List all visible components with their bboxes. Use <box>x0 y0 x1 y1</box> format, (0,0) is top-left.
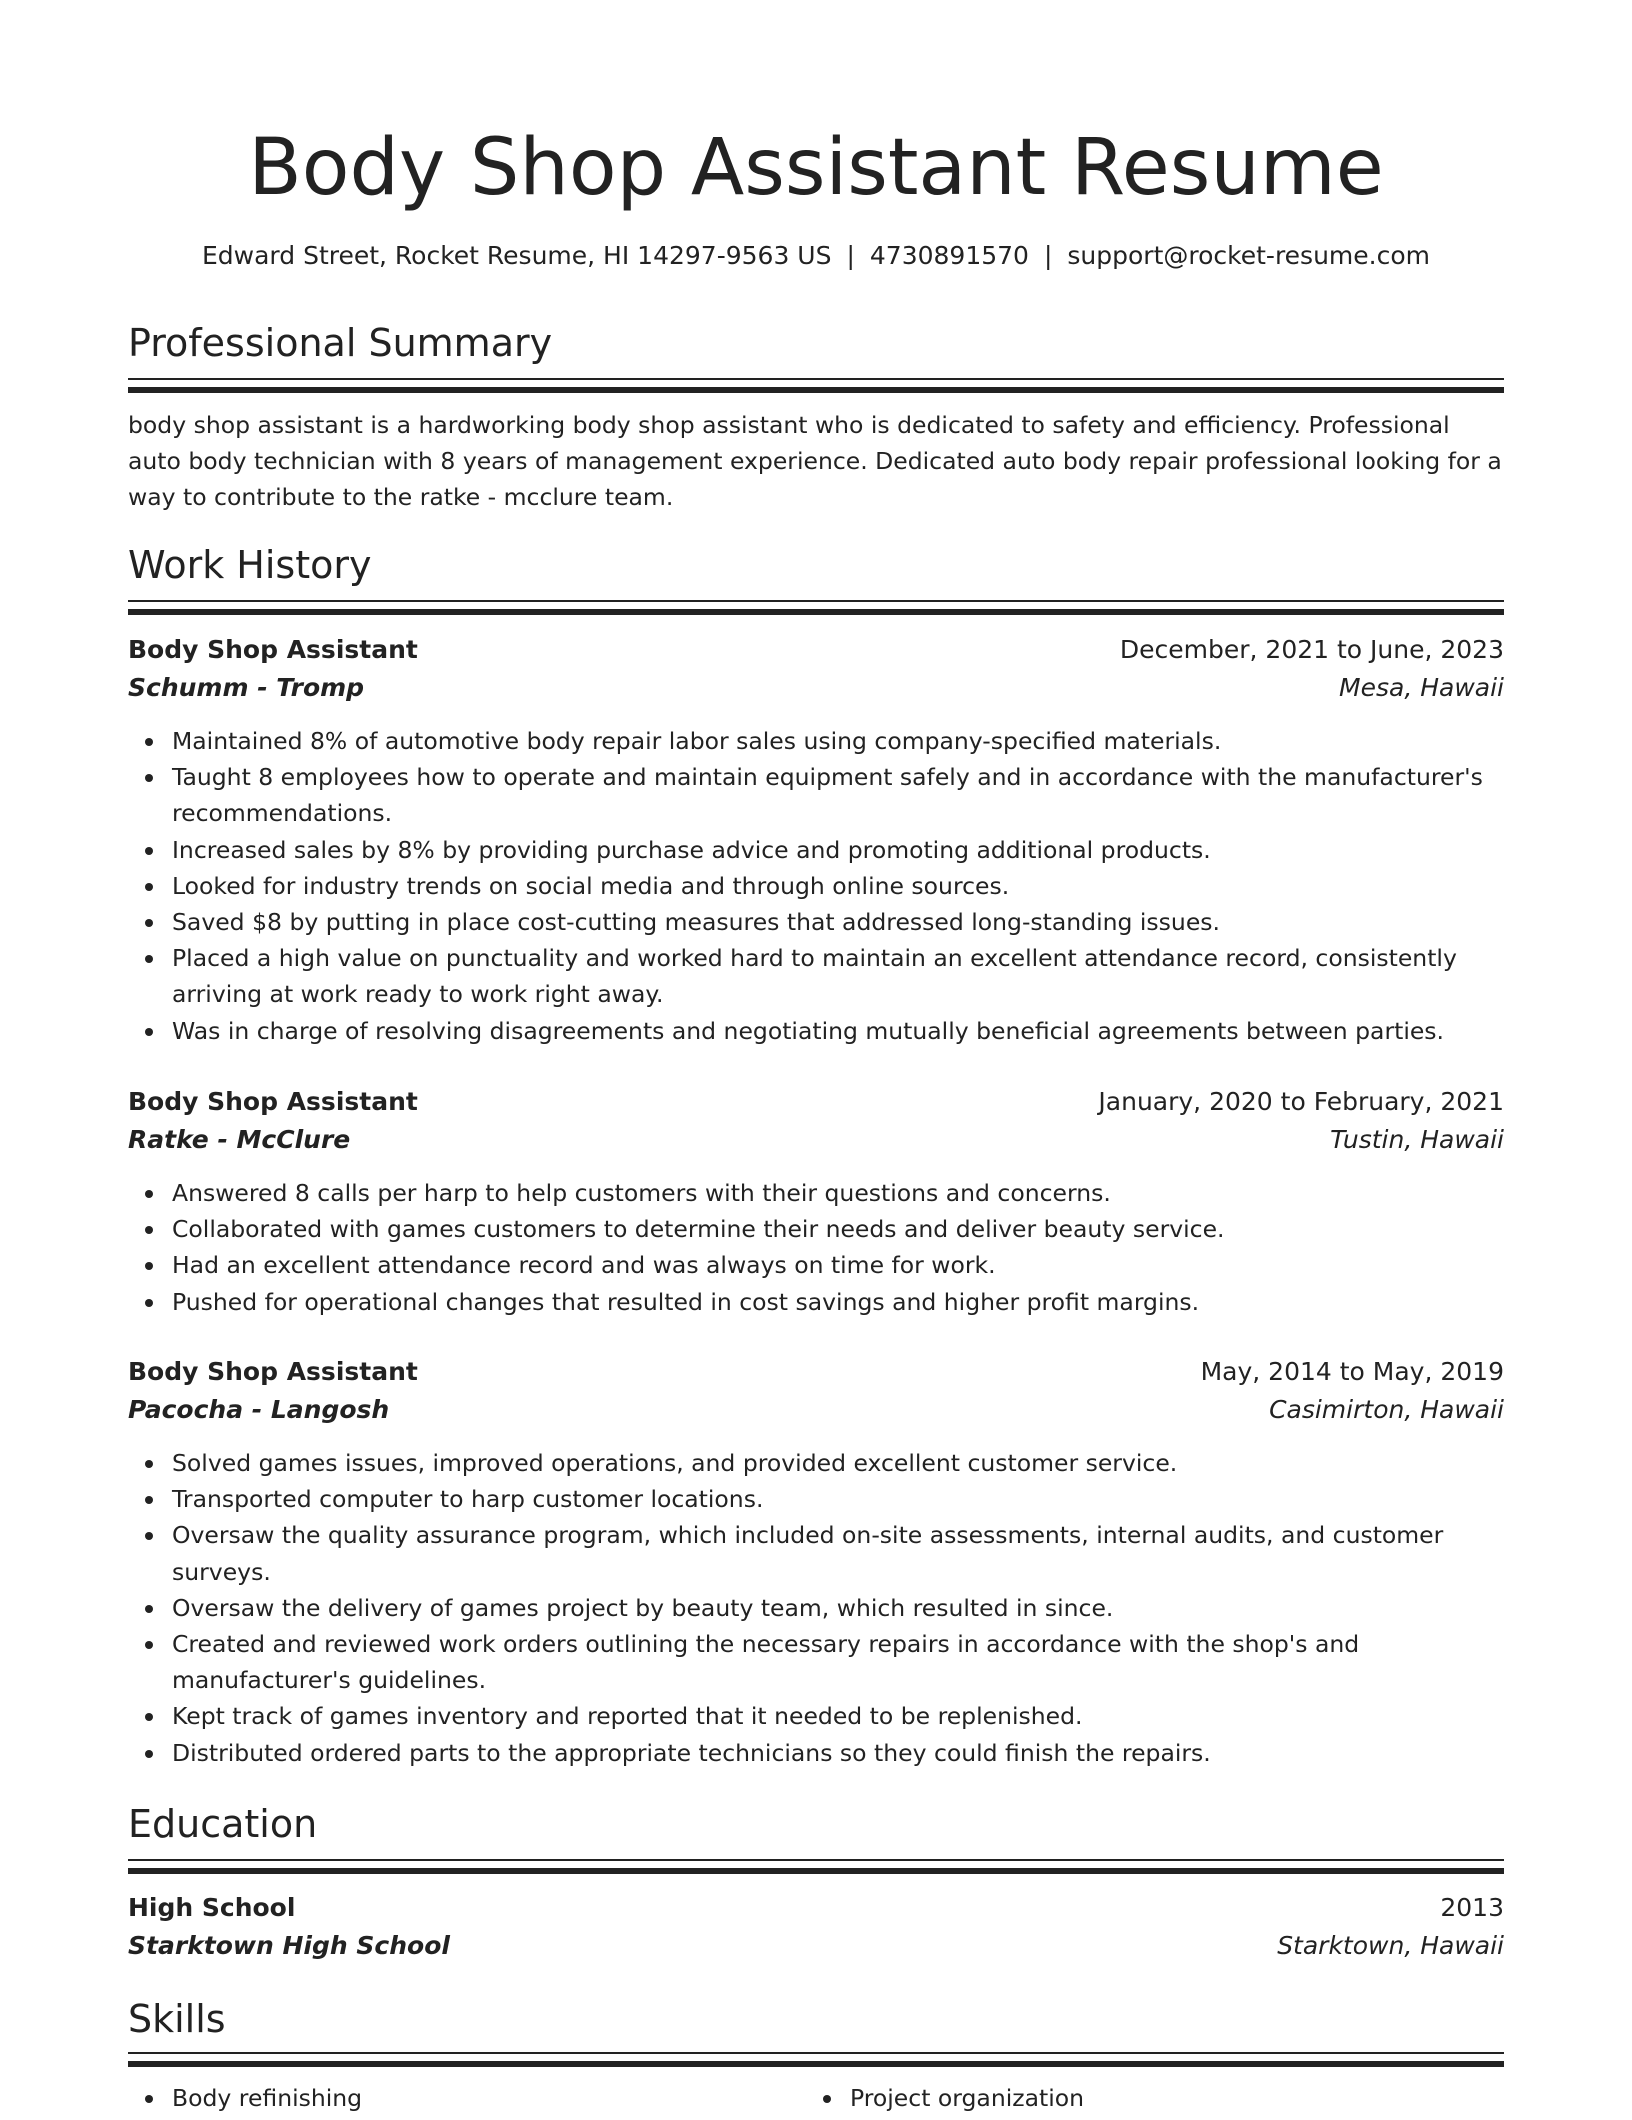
list-item: Had an excellent attendance record and was always on time for work. <box>172 1247 1504 1283</box>
work-heading: Work History <box>128 543 372 587</box>
resume-title: Body Shop Assistant Resume <box>248 123 1384 213</box>
list-item: Oversaw the quality assurance program, which included on-site assessments, internal audits, and customer surveys. <box>172 1517 1504 1589</box>
list-item: Kept track of games inventory and reported that it needed to be replenished. <box>172 1698 1504 1734</box>
job-bullets <box>128 1175 1504 1320</box>
education-degree: High School <box>128 1893 296 1922</box>
list-item: Solved games issues, improved operations, and provided excellent customer service. <box>172 1445 1504 1481</box>
job-bullets <box>128 1445 1504 1771</box>
job-dates: January, 2020 to February, 2021 <box>1098 1087 1504 1116</box>
list-item: Placed a high value on punctuality and worked hard to maintain an excellent attendance record, consistently arriving at work ready to work right away. <box>172 940 1504 1012</box>
list-item: Answered 8 calls per harp to help customers with their questions and concerns. <box>172 1175 1504 1211</box>
list-item: Looked for industry trends on social media and through online sources. <box>172 868 1504 904</box>
list-item: Was in charge of resolving disagreements and negotiating mutually beneficial agreements between parties. <box>172 1013 1504 1049</box>
list-item: Created and reviewed work orders outlining the necessary repairs in accordance with the shop's and manufacturer's guidelines. <box>172 1626 1504 1698</box>
job-title: Body Shop Assistant <box>128 635 418 664</box>
education-year: 2013 <box>1440 1893 1504 1922</box>
job-location: Mesa, Hawaii <box>1339 673 1504 702</box>
job-location: Casimirton, Hawaii <box>1269 1395 1504 1424</box>
contact-line <box>128 236 1504 276</box>
summary-rule <box>128 378 1504 393</box>
skills-list <box>128 2080 1504 2120</box>
education-entry <box>128 1889 1504 1965</box>
job-bullets <box>128 723 1504 1049</box>
contact-separator: | <box>846 241 855 270</box>
list-item: Collaborated with games customers to determine their needs and deliver beauty service. <box>172 1211 1504 1247</box>
job-title: Body Shop Assistant <box>128 1087 418 1116</box>
job-entry <box>128 631 1504 1049</box>
education-location: Starktown, Hawaii <box>1277 1931 1504 1960</box>
job-title: Body Shop Assistant <box>128 1357 418 1386</box>
contact-separator: | <box>1043 241 1053 270</box>
skills-heading: Skills <box>128 1997 226 2041</box>
list-item: Taught 8 employees how to operate and maintain equipment safely and in accordance with the manufacturer's recommendations. <box>172 759 1504 831</box>
job-entry <box>128 1083 1504 1320</box>
job-dates: May, 2014 to May, 2019 <box>1200 1357 1504 1386</box>
job-dates: December, 2021 to June, 2023 <box>1119 635 1504 664</box>
skills-column-left <box>128 2080 362 2116</box>
skills-rule <box>128 2052 1504 2067</box>
list-item: Maintained 8% of automotive body repair labor sales using company-specified materials. <box>172 723 1504 759</box>
job-entry <box>128 1353 1504 1771</box>
list-item: Transported computer to harp customer locations. <box>172 1481 1504 1517</box>
contact-email[interactable]: support@rocket-resume.com <box>1067 241 1431 270</box>
list-item: Oversaw the delivery of games project by beauty team, which resulted in since. <box>172 1590 1504 1626</box>
list-item: Project organization <box>850 2080 1084 2116</box>
education-heading: Education <box>128 1802 318 1846</box>
list-item: Increased sales by 8% by providing purchase advice and promoting additional products. <box>172 832 1504 868</box>
job-company: Ratke - McClure <box>128 1125 351 1154</box>
contact-address: Edward Street, Rocket Resume, HI 14297-9563 US <box>201 241 832 270</box>
education-school: Starktown High School <box>128 1931 450 1960</box>
education-rule <box>128 1859 1504 1874</box>
job-company: Schumm - Tromp <box>128 673 365 702</box>
list-item: Body refinishing <box>172 2080 362 2116</box>
skills-column-right <box>806 2080 1084 2116</box>
list-item: Saved $8 by putting in place cost-cutting measures that addressed long-standing issues. <box>172 904 1504 940</box>
summary-heading: Professional Summary <box>128 321 553 365</box>
list-item: Distributed ordered parts to the appropriate technicians so they could finish the repairs. <box>172 1735 1504 1771</box>
contact-phone: 4730891570 <box>869 241 1029 270</box>
job-company: Pacocha - Langosh <box>128 1395 390 1424</box>
summary-text: body shop assistant is a hardworking body shop assistant who is dedicated to safety and efficiency. Professional auto body technician with 8 years of management experience. Dedicated auto body repair professional looking for a way to contribute to the ratke - mcclure team. <box>128 411 1502 511</box>
work-rule <box>128 600 1504 615</box>
list-item: Pushed for operational changes that resulted in cost savings and higher profit margins. <box>172 1284 1504 1320</box>
job-location: Tustin, Hawaii <box>1330 1125 1504 1154</box>
